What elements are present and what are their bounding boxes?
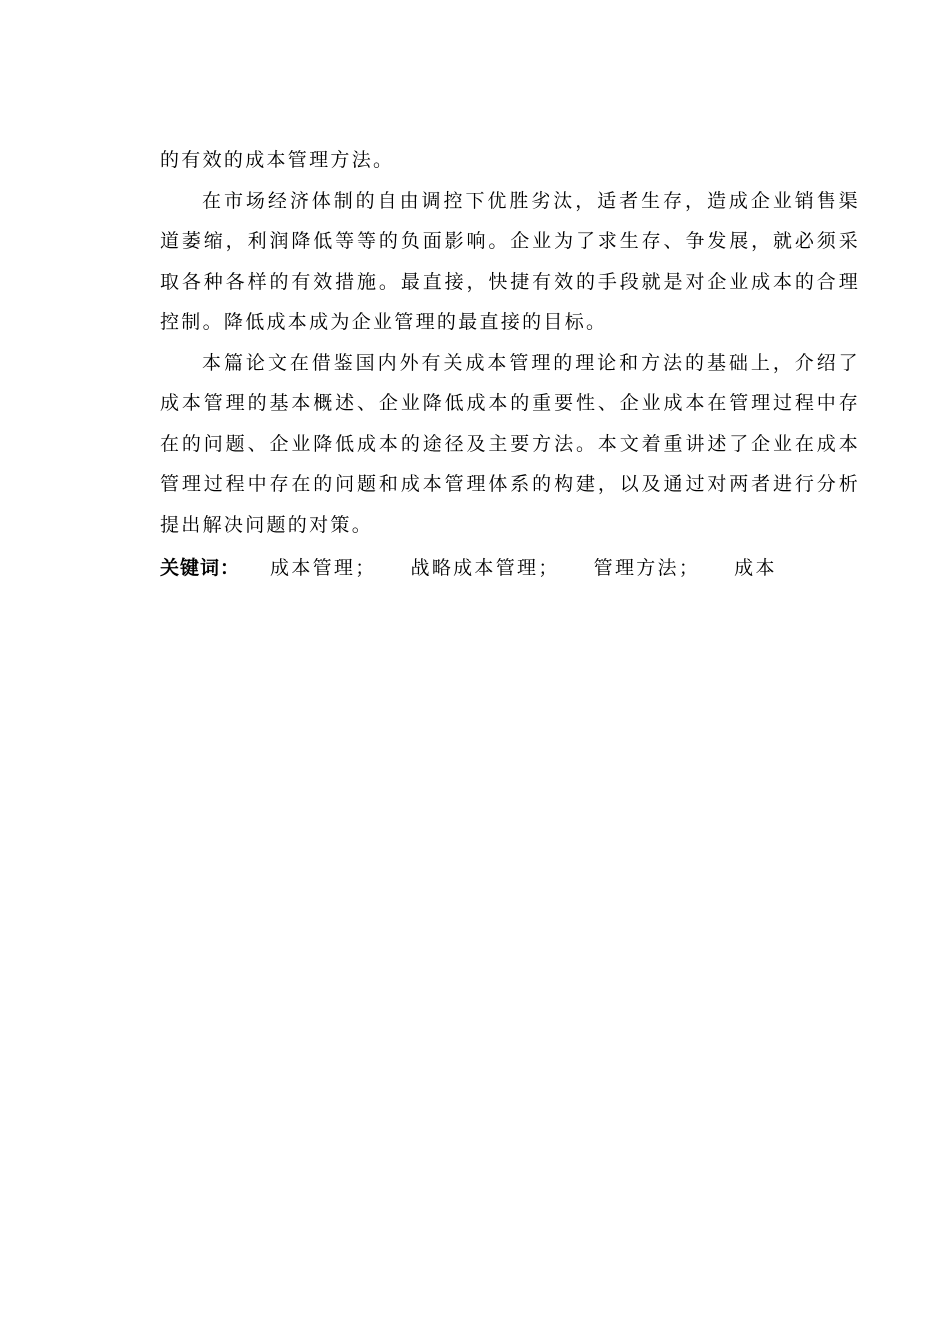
keywords-label: 关键词： (160, 557, 241, 579)
paragraph-market-economy: 在市场经济体制的自由调控下优胜劣汰，适者生存，造成企业销售渠道萎缩，利润降低等等的负面影响。企业为了求生存、争发展，就必须采取各种各样的有效措施。最直接，快捷有效的手段就是对企业成本的合理控制。降低成本成为企业管理的最直接的目标。 (160, 189, 860, 333)
keyword-item: 管理方法； (593, 557, 701, 579)
keyword-item: 成本 (734, 557, 777, 579)
paragraph-continuation: 的有效的成本管理方法。 (160, 149, 395, 171)
keywords-line (160, 548, 860, 588)
keyword-item: 战略成本管理； (410, 557, 560, 579)
paragraph-thesis-summary: 本篇论文在借鉴国内外有关成本管理的理论和方法的基础上，介绍了成本管理的基本概述、企业降低成本的重要性、企业成本在管理过程中存在的问题、企业降低成本的途径及主要方法。本文着重讲述了企业在成本管理过程中存在的问题和成本管理体系的构建，以及通过对两者进行分析提出解决问题的对策。 (160, 351, 860, 536)
abstract-body (160, 140, 860, 545)
keyword-item: 成本管理； (270, 557, 377, 579)
